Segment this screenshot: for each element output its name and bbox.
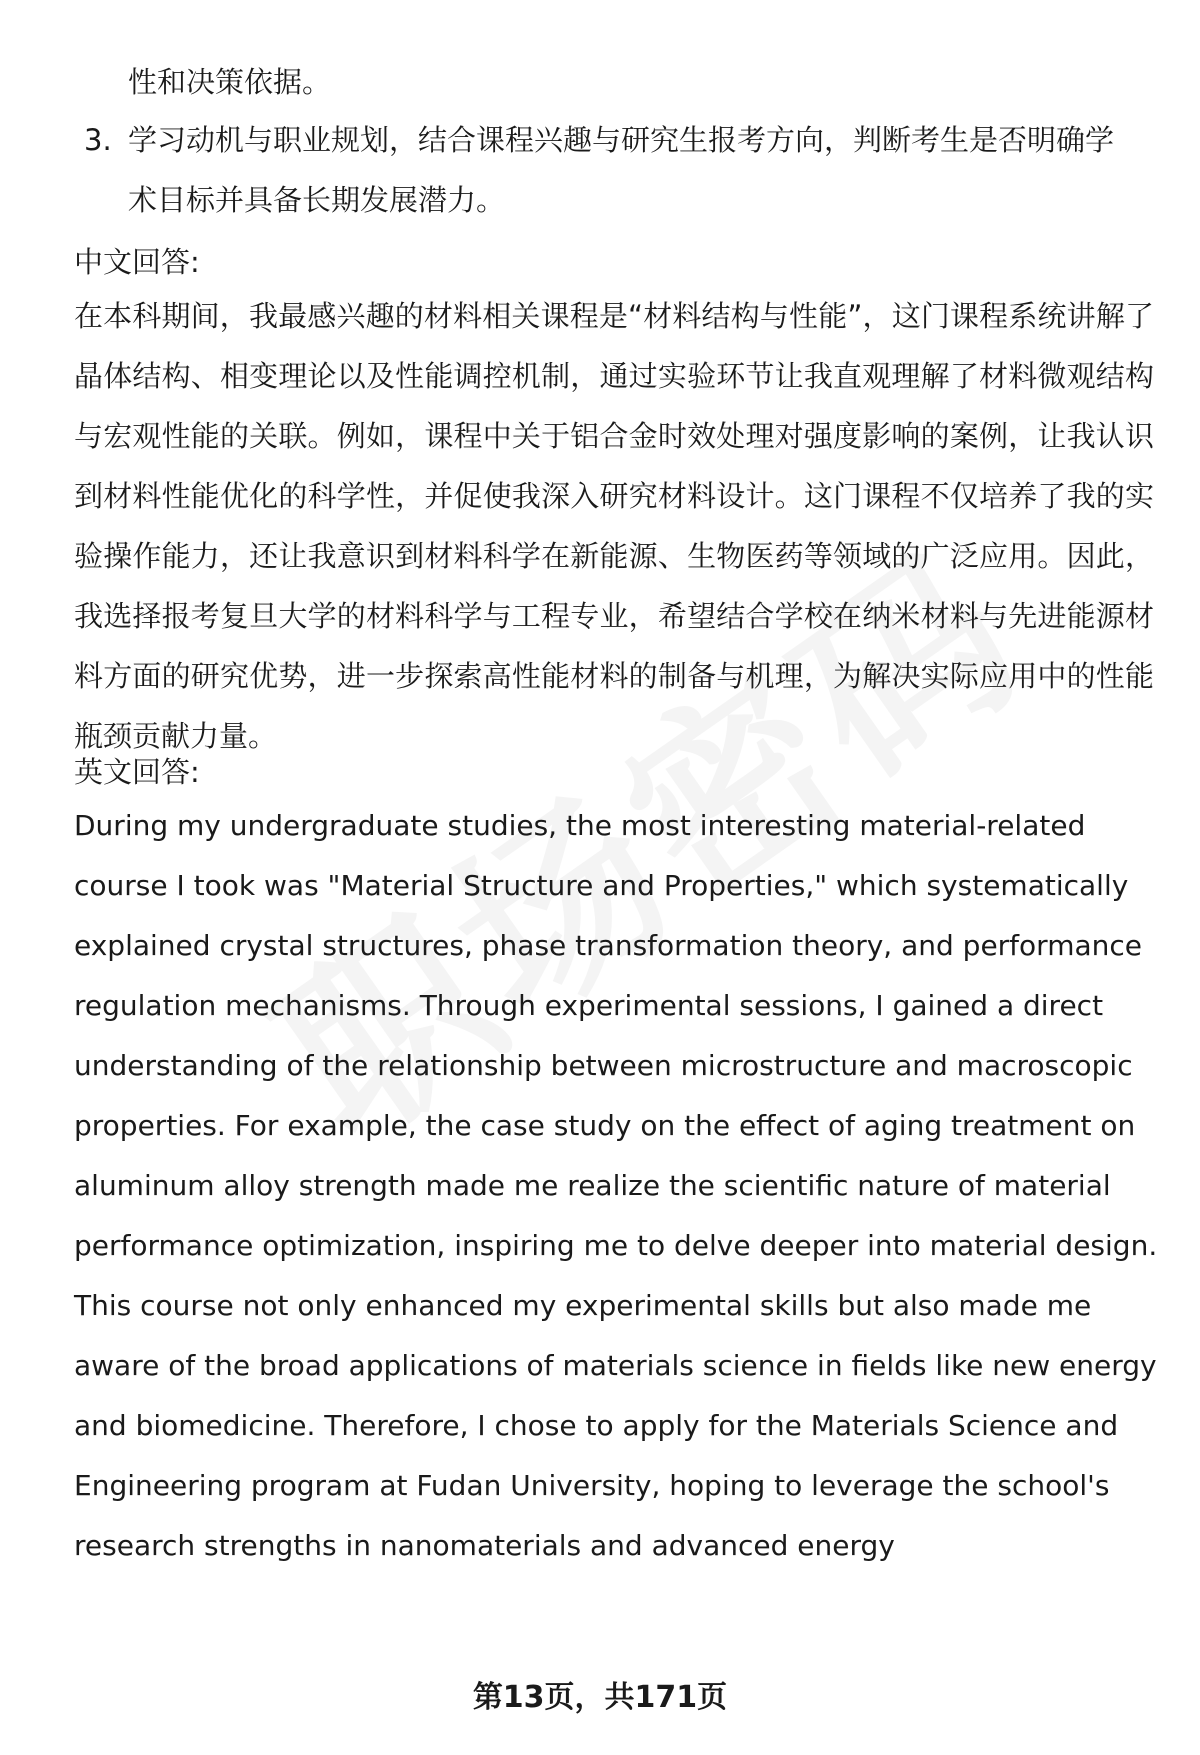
continued-text: 性和决策依据。 [128, 65, 332, 99]
english-answer-label: 英文回答: [74, 755, 200, 789]
chinese-answer-text: 在本科期间，我最感兴趣的材料相关课程是“材料结构与性能”，这门课程系统讲解了晶体结构、相变理论以及性能调控机制，通过实验环节让我直观理解了材料微观结构与宏观性能的关联。例如，课程中关于铝合金时效处理对强度影响的案例，让我认识到材料性能优化的科学性，并促使我深入研究材料设计。这门课程不仅培养了我的实验操作能力，还让我意识到材料科学在新能源、生物医药等领域的广泛应用。因此，我选择报考复旦大学的材料科学与工程专业，希望结合学校在纳米材料与先进能源材料方面的研究优势，进一步探索高性能材料的制备与机理，为解决实际应用中的性能瓶颈贡献力量。 [74, 299, 1154, 753]
list-item [84, 110, 1144, 230]
list-item-number: 3. [84, 123, 112, 157]
list-item-text: 学习动机与职业规划，结合课程兴趣与研究生报考方向，判断考生是否明确学术目标并具备长期发展潜力。 [128, 123, 1115, 217]
chinese-answer-label: 中文回答: [74, 245, 200, 279]
page-number: 第13页，共171页 [472, 1680, 728, 1715]
english-answer-text: During my undergraduate studies, the most interesting material-related course I took was "Material Structure and Properties," which systematically explained crystal structures, phase transformation theory, and performance regulation mechanisms. Through experimental sessions, I gained a direct understanding of the relationship between microstructure and macroscopic properties. For example, the case study on the effect of aging treatment on aluminum alloy strength made me realize the scientific nature of material performance optimization, inspiring me to delve deeper into material design. This course not only enhanced my experimental skills but also made me aware of the broad applications of materials science in fields like new energy and biomedicine. Therefore, I chose to apply for the Materials Science and Engineering program at Fudan University, hoping to leverage the school's research strengths in nanomaterials and advanced energy [74, 809, 1158, 1562]
